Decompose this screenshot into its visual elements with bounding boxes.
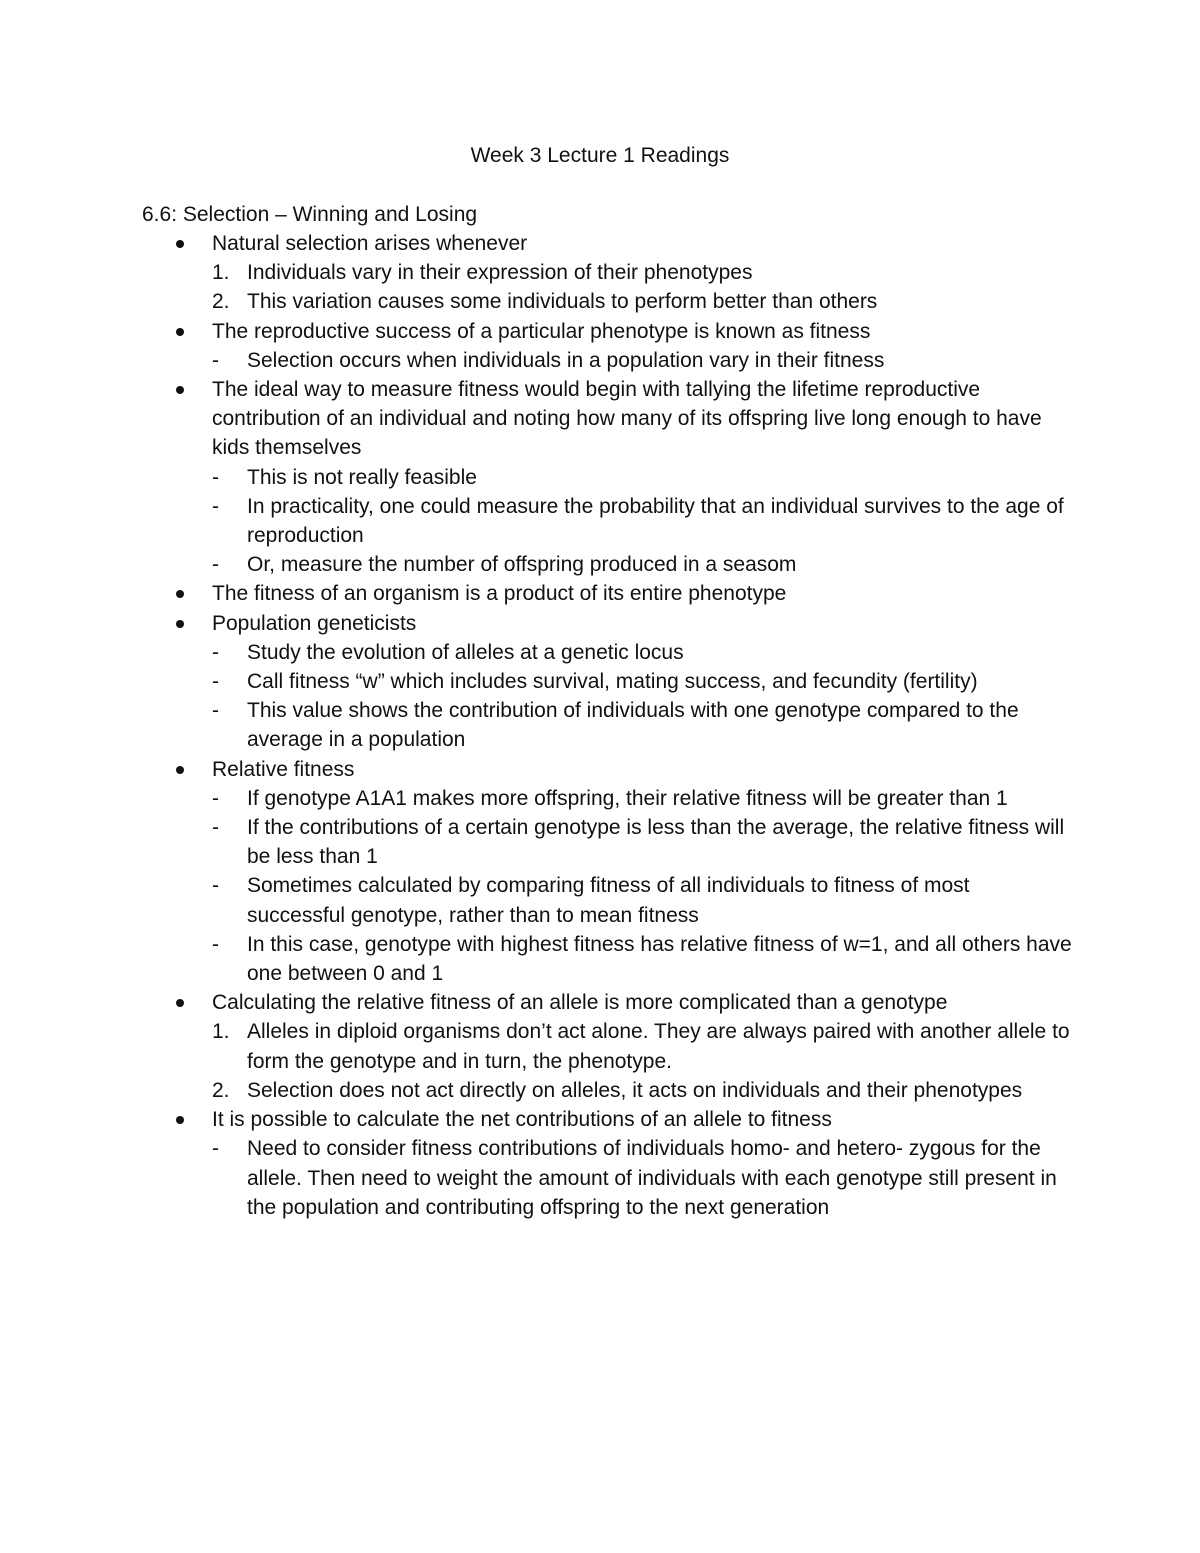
sub-item	[212, 871, 1072, 929]
sub-item-text: Call fitness “w” which includes survival, mating success, and fecundity (fertility)	[247, 670, 978, 694]
sub-item-marker: -	[212, 348, 219, 372]
sub-item-marker: -	[212, 553, 219, 577]
sub-item	[212, 784, 1072, 813]
sub-list	[212, 463, 1072, 580]
bullet-text: It is possible to calculate the net contributions of an allele to fitness	[212, 1108, 832, 1132]
bullet-item	[142, 609, 1072, 755]
sub-item	[212, 1076, 1072, 1105]
sub-item-marker: -	[212, 699, 219, 723]
bullet-dot-icon	[176, 1116, 184, 1124]
bullet-list	[142, 229, 1072, 1222]
sub-item	[212, 258, 1072, 287]
sub-item-marker: -	[212, 670, 219, 694]
sub-item	[212, 287, 1072, 316]
sub-item-text: This is not really feasible	[247, 465, 477, 489]
sub-item-text: Sometimes calculated by comparing fitness of all individuals to fitness of most successful genotype, rather than to mean fitness	[247, 874, 970, 927]
bullet-dot-icon	[176, 386, 184, 394]
bullet-item	[142, 1105, 1072, 1222]
sub-list	[212, 638, 1072, 755]
bullet-item	[142, 988, 1072, 1105]
sub-item	[212, 1017, 1072, 1075]
sub-item-text: If genotype A1A1 makes more offspring, their relative fitness will be greater than 1	[247, 786, 1008, 810]
sub-item	[212, 696, 1072, 754]
sub-item-marker: 1.	[212, 261, 230, 285]
sub-item-text: Alleles in diploid organisms don’t act alone. They are always paired with another allele to form the genotype and in turn, the phenotype.	[247, 1020, 1070, 1073]
bullet-item	[142, 755, 1072, 989]
bullet-item	[142, 579, 1072, 608]
sub-item-text: In this case, genotype with highest fitness has relative fitness of w=1, and all others have one between 0 and 1	[247, 932, 1072, 986]
sub-item-text: Need to consider fitness contributions of individuals homo- and hetero- zygous for the allele. Then need to weight the amount of individuals with each genotype still present in the population and contributing offspring to the next generation	[247, 1137, 1057, 1219]
sub-item-text: Selection occurs when individuals in a population vary in their fitness	[247, 348, 885, 372]
sub-item-text: Individuals vary in their expression of their phenotypes	[247, 261, 753, 285]
sub-list	[212, 258, 1072, 316]
section	[142, 200, 1072, 1222]
bullet-text: The ideal way to measure fitness would begin with tallying the lifetime reproductive contribution of an individual and noting how many of its offspring live long enough to have kids themselves	[212, 378, 1042, 460]
sub-item	[212, 638, 1072, 667]
sub-item-marker: -	[212, 932, 219, 956]
sub-item-marker: 2.	[212, 1078, 230, 1102]
sub-item-marker: -	[212, 494, 219, 518]
sub-item-text: Or, measure the number of offspring produced in a seasom	[247, 553, 797, 577]
sub-item-marker: 2.	[212, 290, 230, 314]
sub-item-marker: -	[212, 1137, 219, 1161]
bullet-item	[142, 317, 1072, 375]
sub-item-text: If the contributions of a certain genotype is less than the average, the relative fitness will be less than 1	[247, 816, 1065, 869]
document-title: Week 3 Lecture 1 Readings	[470, 144, 730, 167]
bullet-item	[142, 375, 1072, 579]
sub-item-marker: -	[212, 786, 219, 810]
sub-item-text: This value shows the contribution of individuals with one genotype compared to the average in a population	[247, 699, 1019, 752]
sub-item	[212, 492, 1072, 550]
sub-item	[212, 1134, 1072, 1222]
sub-item-marker: 1.	[212, 1020, 230, 1044]
sub-list	[212, 346, 1072, 375]
sub-list	[212, 784, 1072, 988]
sub-item	[212, 930, 1072, 988]
sub-item-text: This variation causes some individuals to perform better than others	[247, 290, 878, 314]
bullet-text: The fitness of an organism is a product of its entire phenotype	[212, 582, 787, 606]
sub-item-marker: -	[212, 640, 219, 664]
sub-item-marker: -	[212, 465, 219, 489]
sub-item	[212, 346, 1072, 375]
bullet-dot-icon	[176, 590, 184, 598]
sub-item-text: Study the evolution of alleles at a genetic locus	[247, 640, 684, 664]
bullet-dot-icon	[176, 999, 184, 1007]
sub-list	[212, 1134, 1072, 1222]
sub-item-marker: -	[212, 816, 219, 840]
bullet-text: Relative fitness	[212, 757, 355, 781]
bullet-text: Natural selection arises whenever	[212, 232, 528, 255]
sub-list	[212, 1017, 1072, 1105]
sub-item-marker: -	[212, 874, 219, 898]
sub-item	[212, 550, 1072, 579]
bullet-item	[142, 229, 1072, 317]
sub-item	[212, 813, 1072, 871]
bullet-text: Calculating the relative fitness of an allele is more complicated than a genotype	[212, 991, 948, 1015]
section-heading: 6.6: Selection – Winning and Losing	[142, 203, 478, 226]
sub-item-text: Selection does not act directly on alleles, it acts on individuals and their phenotypes	[247, 1078, 1023, 1102]
bullet-dot-icon	[176, 620, 184, 628]
bullet-dot-icon	[176, 766, 184, 774]
sub-item-text: In practicality, one could measure the probability that an individual survives to the age of reproduction	[247, 494, 1064, 548]
bullet-dot-icon	[176, 240, 184, 248]
bullet-dot-icon	[176, 328, 184, 336]
bullet-text: Population geneticists	[212, 611, 417, 635]
bullet-text: The reproductive success of a particular phenotype is known as fitness	[212, 319, 871, 343]
sub-item	[212, 463, 1072, 492]
sub-item	[212, 667, 1072, 696]
